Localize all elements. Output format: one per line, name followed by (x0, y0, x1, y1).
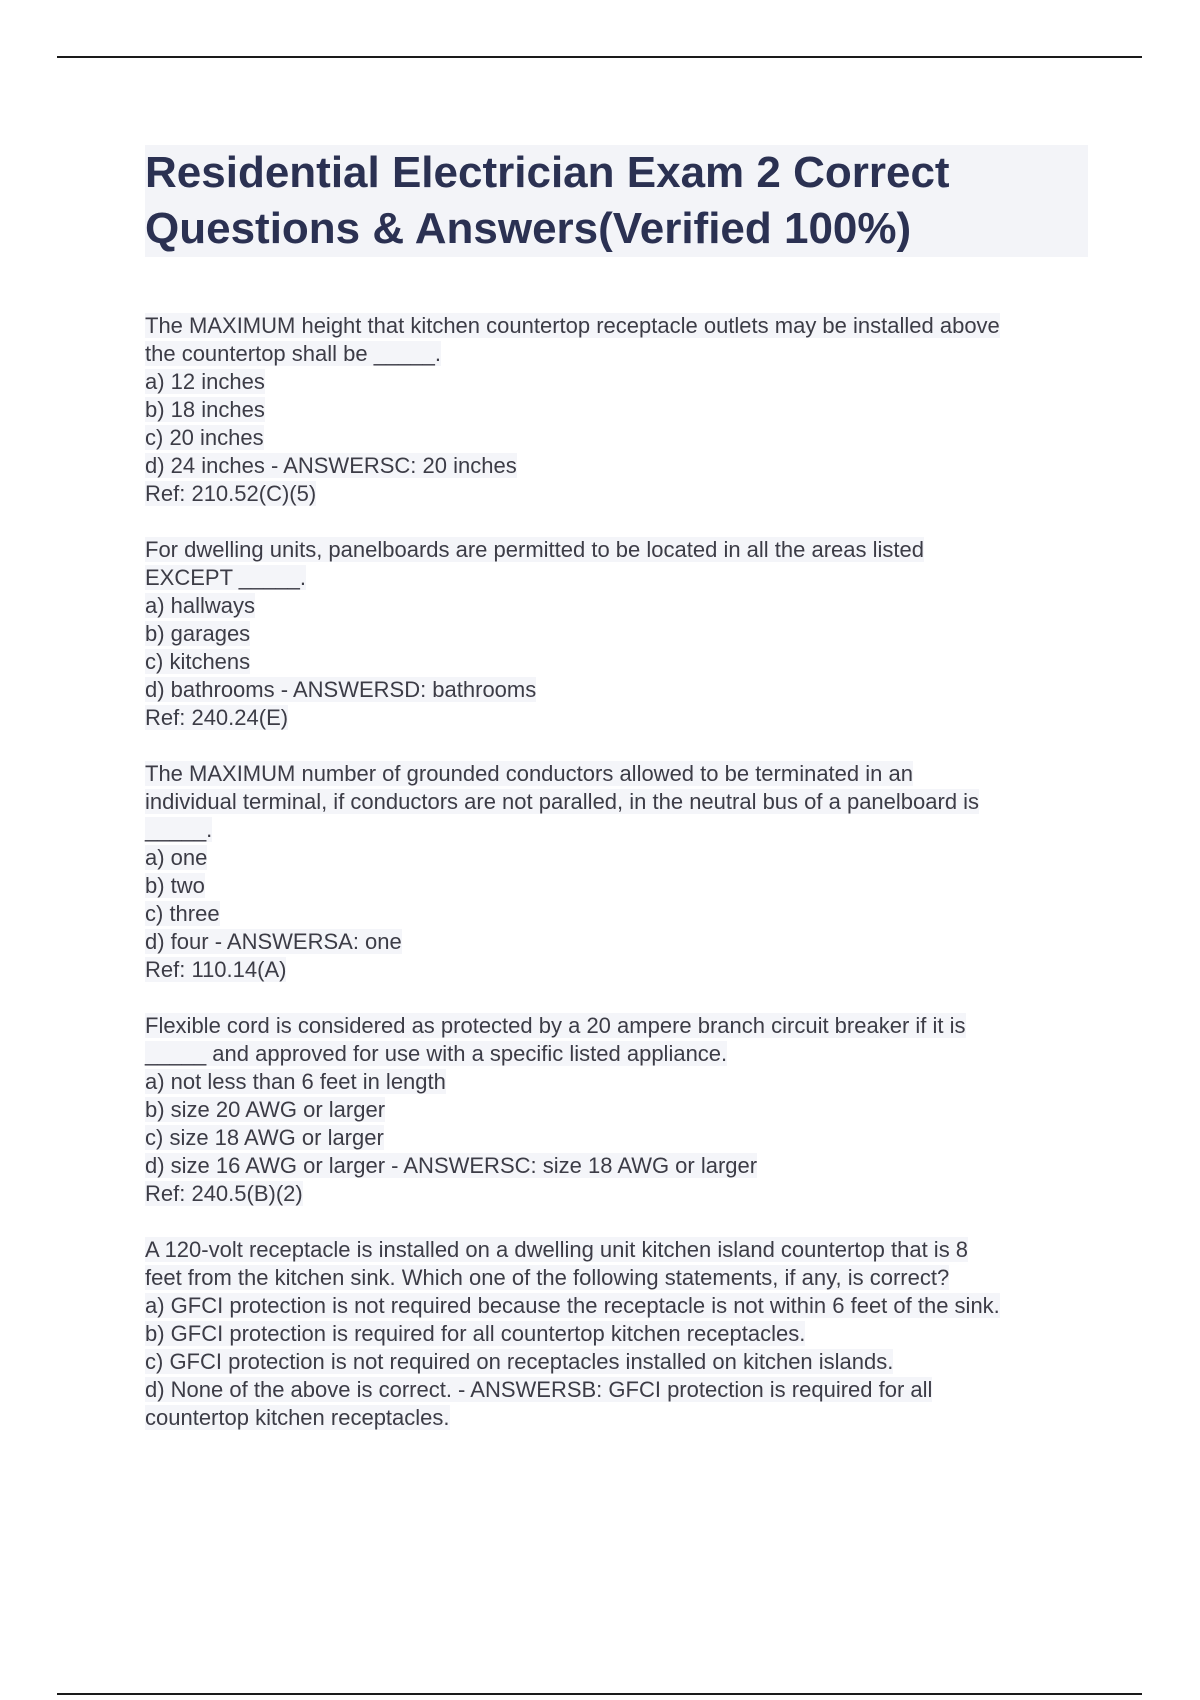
question-block-1 (145, 312, 1090, 508)
reference-line: Ref: 240.24(E) (145, 705, 289, 730)
option-line: c) size 18 AWG or larger (145, 1125, 384, 1150)
option-line: c) three (145, 901, 220, 926)
question-line: For dwelling units, panelboards are permitted to be located in all the areas listed (145, 537, 925, 562)
reference-line: Ref: 210.52(C)(5) (145, 481, 317, 506)
answer-line: d) 24 inches - ANSWERSC: 20 inches (145, 453, 517, 478)
option-line: a) 12 inches (145, 369, 265, 394)
option-line: a) GFCI protection is not required because the receptacle is not within 6 feet of the sink. (145, 1293, 1000, 1318)
question-block-3 (145, 760, 1090, 984)
reference-line: Ref: 240.5(B)(2) (145, 1181, 303, 1206)
question-line: feet from the kitchen sink. Which one of the following statements, if any, is correct? (145, 1265, 950, 1290)
answer-line: countertop kitchen receptacles. (145, 1405, 450, 1430)
top-rule (57, 56, 1142, 58)
option-line: b) garages (145, 621, 251, 646)
option-line: a) not less than 6 feet in length (145, 1069, 446, 1094)
question-list (145, 312, 1090, 1460)
answer-line: d) four - ANSWERSA: one (145, 929, 402, 954)
question-line: the countertop shall be _____. (145, 341, 442, 366)
answer-line: d) bathrooms - ANSWERSD: bathrooms (145, 677, 537, 702)
option-line: c) GFCI protection is not required on receptacles installed on kitchen islands. (145, 1349, 894, 1374)
question-block-5 (145, 1236, 1090, 1432)
question-block-4 (145, 1012, 1090, 1208)
option-line: b) size 20 AWG or larger (145, 1097, 386, 1122)
question-line: _____. (145, 817, 213, 842)
option-line: c) kitchens (145, 649, 251, 674)
option-line: b) two (145, 873, 205, 898)
option-line: a) one (145, 845, 208, 870)
reference-line: Ref: 110.14(A) (145, 957, 287, 982)
question-line: The MAXIMUM number of grounded conductors allowed to be terminated in an (145, 761, 913, 786)
page-title (145, 145, 1088, 257)
bottom-rule (57, 1693, 1142, 1695)
question-line: EXCEPT _____. (145, 565, 307, 590)
question-block-2 (145, 536, 1090, 732)
question-line: Flexible cord is considered as protected by a 20 ampere branch circuit breaker if it is (145, 1013, 966, 1038)
title-block (145, 145, 1088, 257)
question-line: individual terminal, if conductors are not paralled, in the neutral bus of a panelboard is (145, 789, 980, 814)
option-line: a) hallways (145, 593, 256, 618)
question-line: _____ and approved for use with a specific listed appliance. (145, 1041, 728, 1066)
title-line: Questions & Answers(Verified 100%) (145, 204, 912, 253)
question-line: The MAXIMUM height that kitchen countertop receptacle outlets may be installed above (145, 313, 1000, 338)
question-line: A 120-volt receptacle is installed on a dwelling unit kitchen island countertop that is 8 (145, 1237, 969, 1262)
option-line: c) 20 inches (145, 425, 264, 450)
answer-line: d) None of the above is correct. - ANSWERSB: GFCI protection is required for all (145, 1377, 933, 1402)
title-line: Residential Electrician Exam 2 Correct (145, 148, 950, 197)
answer-line: d) size 16 AWG or larger - ANSWERSC: size 18 AWG or larger (145, 1153, 758, 1178)
option-line: b) GFCI protection is required for all countertop kitchen receptacles. (145, 1321, 806, 1346)
option-line: b) 18 inches (145, 397, 265, 422)
